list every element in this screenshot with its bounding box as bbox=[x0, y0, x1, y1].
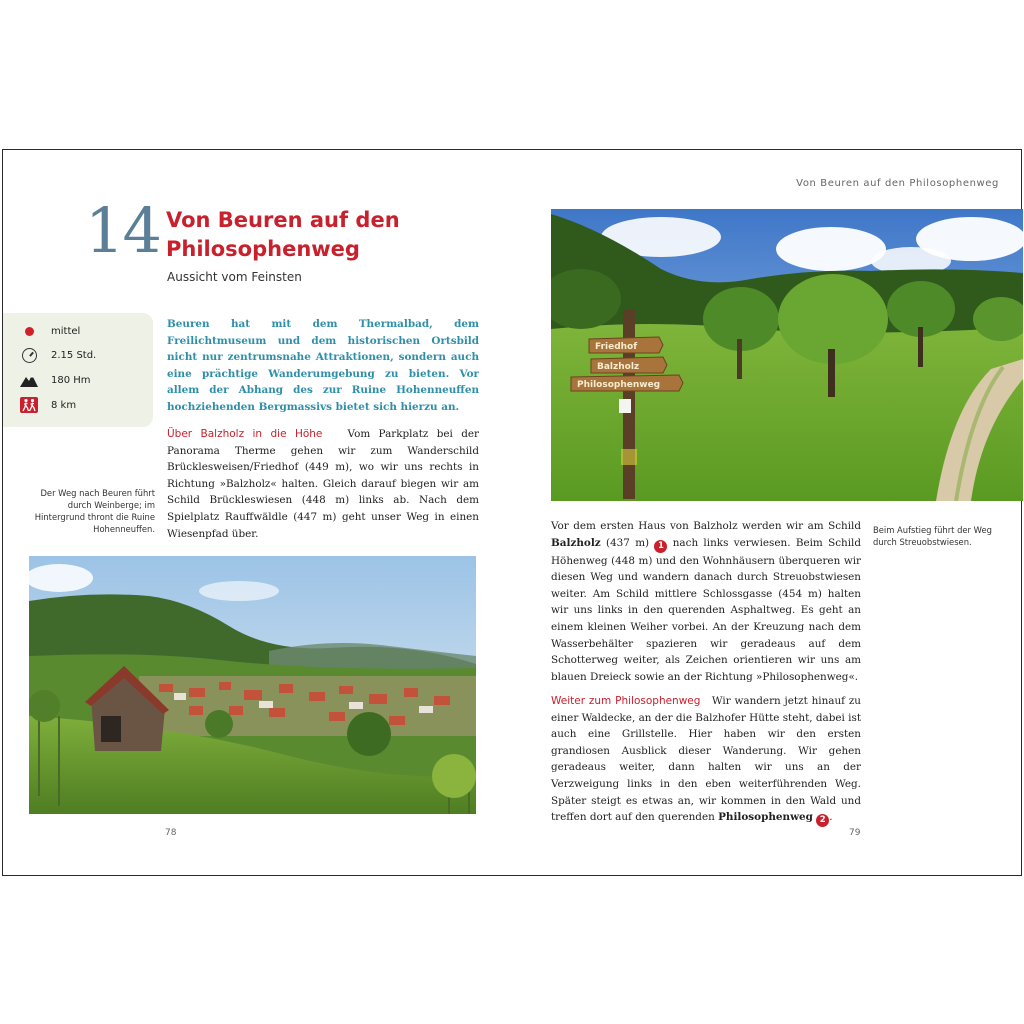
tour-title-line2: Philosophenweg bbox=[166, 237, 360, 261]
waypoint-marker-2: 2 bbox=[816, 814, 829, 827]
sign-text-3: Philosophenweg bbox=[577, 380, 661, 390]
info-duration bbox=[19, 347, 96, 363]
caption-left: Der Weg nach Beuren führt durch Weinberge; im Hintergrund thront die Ruine Hohenneuffen. bbox=[34, 488, 155, 534]
caption-right: Beim Aufstieg führt der Weg durch Streuobstwiesen. bbox=[873, 525, 992, 547]
section2-paragraph bbox=[551, 518, 861, 685]
section3-heading: Weiter zum Philosophenweg bbox=[551, 695, 701, 707]
orchard-signpost-photo bbox=[551, 209, 1023, 501]
place-balzholz: Balzholz bbox=[551, 536, 601, 549]
section2-text-start: Vor dem ersten Haus von Balzholz werden wir am Schild bbox=[551, 520, 861, 532]
left-page bbox=[3, 150, 513, 875]
tour-title bbox=[166, 206, 426, 264]
hikers-icon bbox=[19, 397, 39, 413]
place-balzholz-elevation: (437 m) bbox=[606, 536, 650, 549]
village-vineyard-photo bbox=[29, 556, 476, 814]
section3-text: Wir wandern jetzt hinauf zu einer Waldecke, an der die Balzhofer Hütte steht, dabei ist auch eine Grillstelle. Hier haben wir den ersten grandiosen Ausblick dieser Wanderung. Wir gehen geradeaus weiter, dann halten wir uns an der Verzweigung links in den eben weiterführenden Weg. Später steigt es etwas an, wir kommen in den Wald und treffen dort auf den querenden bbox=[551, 695, 861, 824]
sign-text-2: Balzholz bbox=[597, 362, 640, 372]
distance-value: 8 km bbox=[51, 399, 77, 411]
tour-number: 14 bbox=[85, 194, 160, 267]
section1-heading: Über Balzholz in die Höhe bbox=[167, 428, 323, 440]
page-number-left: 78 bbox=[165, 828, 177, 838]
mountain-icon bbox=[19, 372, 39, 388]
red-dot-icon bbox=[19, 323, 39, 339]
section1-text: Vom Parkplatz bei der Panorama Therme gehen wir zum Wanderschild Brücklesweisen/Friedhof (449 m), wo wir uns rechts in Richtung »Balzholz« halten. Gleich darauf biegen wir am Schild Brückleswiesen (448 m) links ab. Nach dem Spielplatz Rauffwäldle (447 m) geht unser Weg in einen Wiesenpfad über. bbox=[167, 428, 479, 540]
section1-paragraph bbox=[167, 426, 479, 542]
book-spread bbox=[2, 149, 1022, 876]
tour-info-box bbox=[3, 313, 153, 427]
duration-value: 2.15 Std. bbox=[51, 349, 97, 361]
page-number-right: 79 bbox=[849, 828, 861, 838]
place-philosophenweg: Philosophenweg bbox=[718, 811, 813, 824]
section3-paragraph: Weiter zum Philosophenweg Wir wandern jetzt hinauf zu einer Waldecke, an der die Balzhofer Hütte steht, dabei ist auch eine Grillstelle. Hier haben wir den ersten grandiosen Ausblick dieser Wanderung. Wir gehen geradeaus weiter, dann halten wir uns an der Verzweigung links in den eben weiterführenden Weg. Später steigt es etwas an, wir kommen in den Wald und treffen dort auf den querenden Philosophenweg 2 . bbox=[551, 695, 861, 826]
difficulty-value: mittel bbox=[51, 325, 81, 337]
tour-subtitle: Aussicht vom Feinsten bbox=[167, 270, 302, 284]
section2-text-rest: nach links verwiesen. Beim Schild Höhenweg (448 m) und den Wohnhäusern überqueren wir diesen Weg und wandern danach durch Streuobstwiesen weiter. Am Schild mittlere Schlossgasse (454 m) halten wir uns links in den querenden Asphaltweg. Es geht an einem kleinen Weiher vorbei. An der Kreuzung nach dem Wasserbehälter spazieren wir geradeaus auf dem Schotterweg weiter, als Zeichen orientieren wir uns am blauen Dreieck sowie an der Richtung »Philosophenweg«. bbox=[551, 536, 862, 683]
running-head: Von Beuren auf den Philosophenweg bbox=[796, 178, 999, 189]
intro-paragraph: Beuren hat mit dem Thermalbad, dem Freilichtmuseum und dem historischen Ortsbild nicht nur zentrumsnahe Attraktionen, sondern auch eine prächtige Wanderumgebung zu bieten. Vor allem der Abhang des zur Ruine Hohenneuffen hochziehenden Bergmassivs bietet sich hierzu an. bbox=[167, 318, 479, 413]
sign-text-1: Friedhof bbox=[595, 342, 638, 352]
tour-title-line1: Von Beuren auf den bbox=[166, 208, 400, 232]
info-difficulty bbox=[19, 323, 80, 339]
info-distance bbox=[19, 397, 76, 413]
elevation-value: 180 Hm bbox=[51, 374, 91, 386]
clock-icon bbox=[19, 347, 39, 363]
waypoint-marker-1: 1 bbox=[654, 540, 667, 553]
right-page bbox=[513, 150, 1023, 875]
info-elevation bbox=[19, 372, 91, 388]
